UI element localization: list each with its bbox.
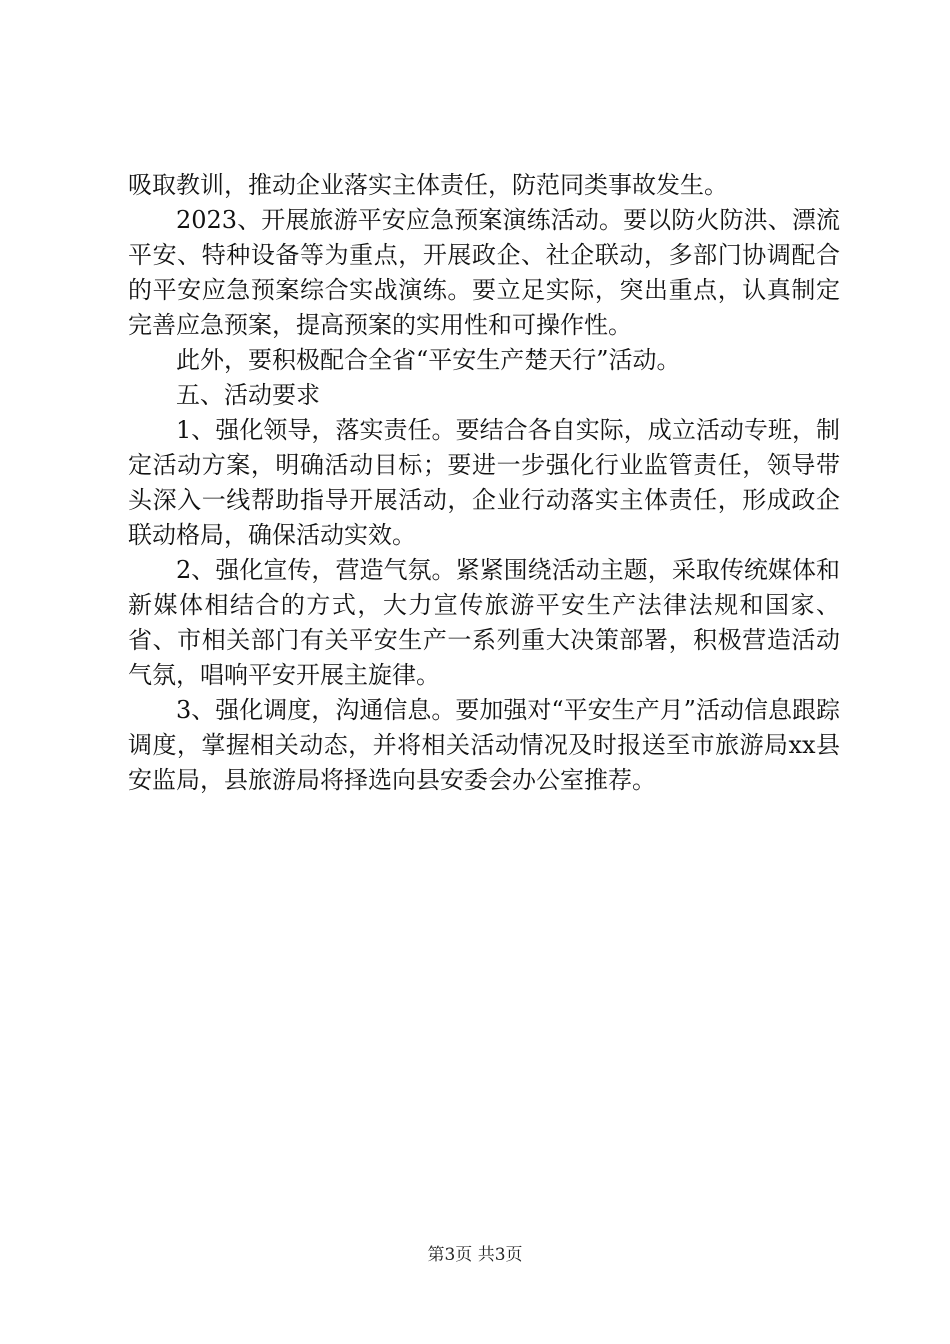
paragraph-dispatch: 3、强化调度，沟通信息。要加强对“平安生产月”活动信息跟踪调度，掌握相关动态，并将相关活动情况及时报送至市旅游局xx县安监局，县旅游局将择选向县安委会办公室推荐。	[128, 696, 840, 794]
section-heading-requirements: 五、活动要求	[176, 381, 320, 409]
document-body	[128, 168, 840, 798]
paragraph-continuation: 吸取教训，推动企业落实主体责任，防范同类事故发生。	[128, 171, 728, 199]
paragraph-leadership: 1、强化领导，落实责任。要结合各自实际，成立活动专班，制定活动方案，明确活动目标；要进一步强化行业监管责任，领导带头深入一线帮助指导开展活动，企业行动落实主体责任，形成政企联动格局，确保活动实效。	[128, 416, 840, 549]
page-footer	[0, 1244, 950, 1266]
paragraph-publicity: 2、强化宣传，营造气氛。紧紧围绕活动主题，采取传统媒体和新媒体相结合的方式，大力宣传旅游平安生产法律法规和国家、省、市相关部门有关平安生产一系列重大决策部署，积极营造活动气氛，唱响平安开展主旋律。	[128, 556, 840, 689]
paragraph-cooperation: 此外，要积极配合全省“平安生产楚天行”活动。	[176, 346, 681, 374]
page-number-label: 第3页 共3页	[427, 1245, 523, 1265]
paragraph-drill-activity: 2023、开展旅游平安应急预案演练活动。要以防火防洪、漂流平安、特种设备等为重点，开展政企、社企联动，多部门协调配合的平安应急预案综合实战演练。要立足实际，突出重点，认真制定完善应急预案，提高预案的实用性和可操作性。	[128, 206, 840, 339]
